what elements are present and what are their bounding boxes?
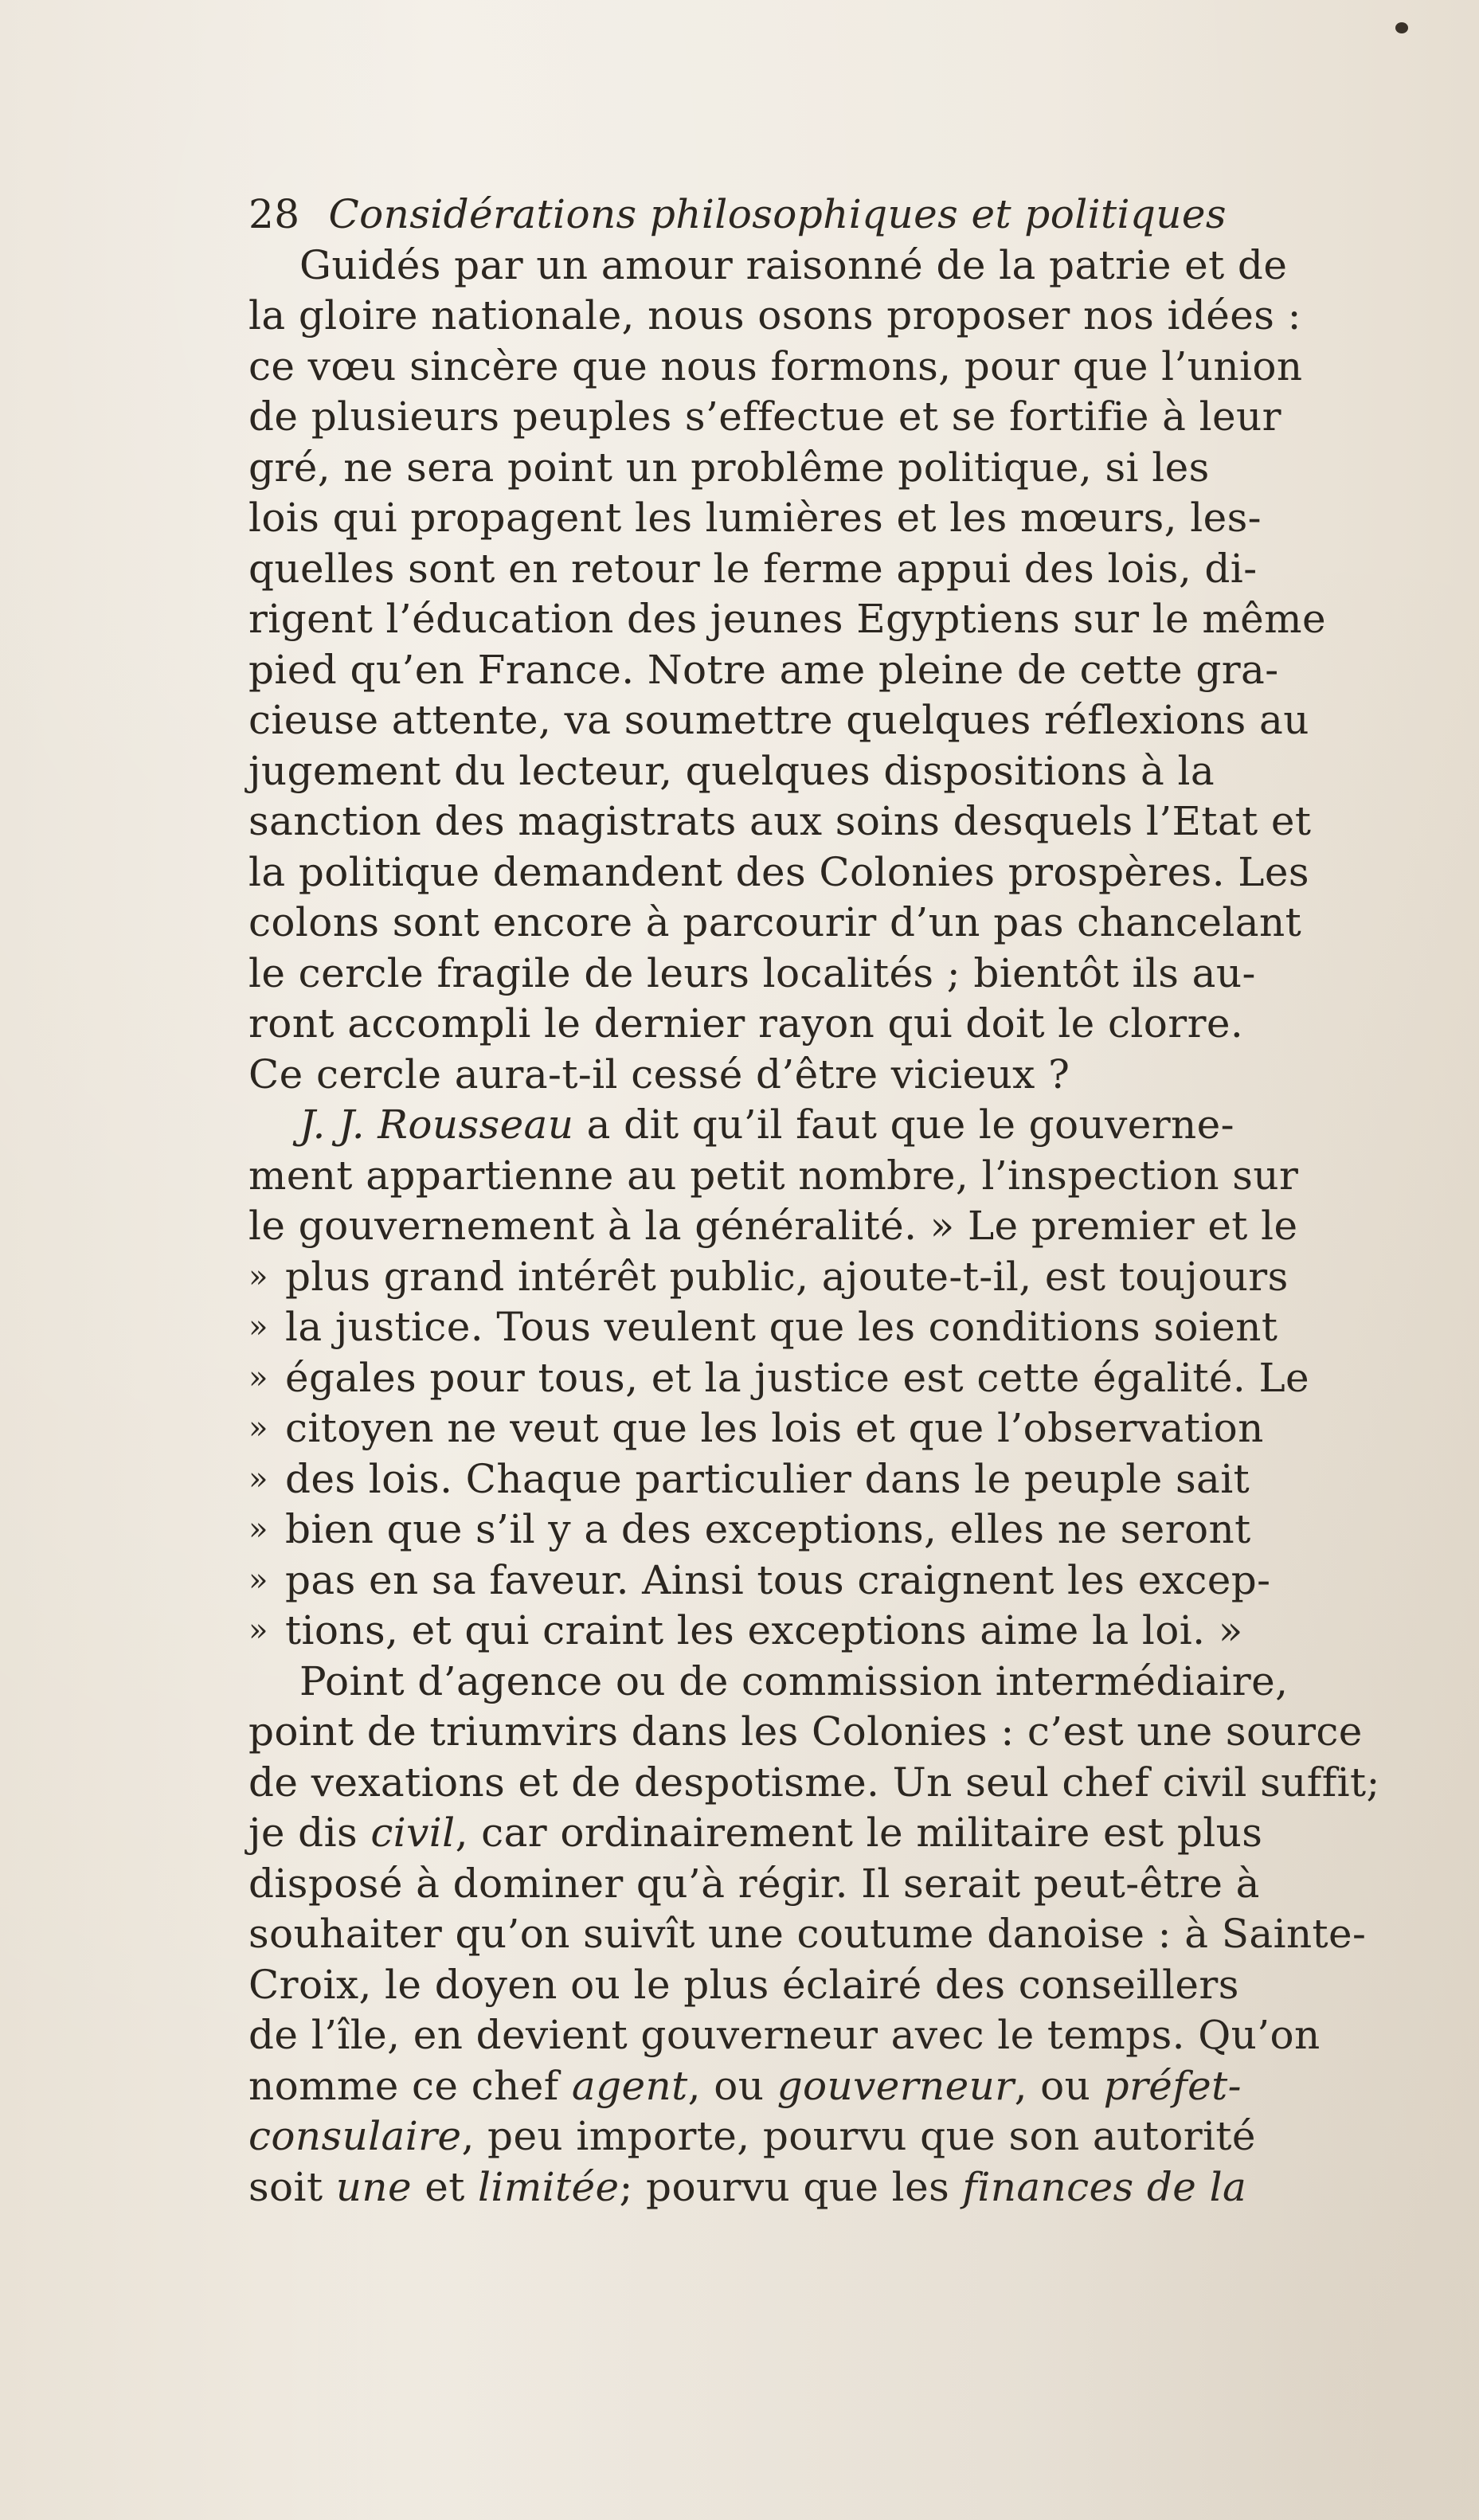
text-line: ment appartienne au petit nombre, l’inspection sur [248,1152,1299,1199]
text-line: ce vœu sincère que nous formons, pour que l’union [248,342,1303,389]
quote-mark: » [248,1309,268,1345]
paragraph-1 [248,241,1395,1101]
text-line: de plusieurs peuples s’effectue et se fortifie à leur [248,393,1281,440]
text-line: Ce cercle aura-t-il cessé d’être vicieux ? [248,1051,1070,1098]
quote-line: » pas en sa faveur. Ainsi tous craignent les excep- [248,1555,1395,1606]
text-line: colons sont encore à parcourir d’un pas chancelant [248,899,1302,945]
emphasis: agent [571,2062,688,2109]
text-line: pied qu’en France. Notre ame pleine de cette gra- [248,646,1279,693]
emphasis: gouverneur [777,2062,1015,2109]
text-line: le gouvernement à la généralité. » Le premier et le [248,1203,1298,1249]
text-line: soit une et limitée; pourvu que les finances de la [248,2163,1247,2210]
quote-line: » la justice. Tous veulent que les conditions soient [248,1302,1395,1353]
page-text [248,190,1395,2213]
quote-mark: » [248,1410,268,1446]
quote-line: » citoyen ne veut que les lois et que l’observation [248,1403,1395,1454]
text-line: souhaiter qu’on suivît une coutume danoise : à Sainte- [248,1911,1367,1957]
text-line: sanction des magistrats aux soins desquels l’Etat et [248,798,1312,844]
text-line: disposé à dominer qu’à régir. Il serait peut-être à [248,1860,1260,1907]
text-line: rigent l’éducation des jeunes Egyptiens sur le même [248,596,1326,642]
text-line: J. J. Rousseau a dit qu’il faut que le gouverne- [299,1102,1234,1148]
text-line: la politique demandent des Colonies prospères. Les [248,848,1309,895]
text-line: point de triumvirs dans les Colonies : c’est une source [248,1708,1363,1755]
quote-mark: » [248,1612,268,1649]
emphasis: finances de la [962,2163,1247,2210]
text-line: consulaire, peu importe, pourvu que son autorité [248,2113,1256,2159]
emphasis: une [335,2163,412,2210]
text-line: de vexations et de despotisme. Un seul chef civil suffit; [248,1759,1380,1806]
text-line: nomme ce chef agent, ou gouverneur, ou préfet- [248,2062,1242,2109]
quote-mark: » [248,1460,268,1497]
quote-mark: » [248,1359,268,1396]
text-line: lois qui propagent les lumières et les mœurs, les- [248,495,1262,541]
text-line: cieuse attente, va soumettre quelques réflexions au [248,697,1309,743]
ink-spot [1395,22,1408,33]
quote-mark: » [248,1511,268,1548]
quote-line: » bien que s’il y a des exceptions, elles ne seront [248,1505,1395,1555]
text-line: la gloire nationale, nous osons proposer nos idées : [248,292,1301,338]
quote-mark: » [248,1258,268,1295]
text-line: Croix, le doyen ou le plus éclairé des conseillers [248,1961,1239,2008]
quote-line: » des lois. Chaque particulier dans le peuple sait [248,1454,1395,1505]
text-line: Point d’agence ou de commission intermédiaire, [299,1657,1289,1704]
text-line: gré, ne sera point un problême politique, si les [248,444,1210,491]
quote-line: » plus grand intérêt public, ajoute-t-il, est toujours [248,1252,1395,1303]
text-line: quelles sont en retour le ferme appui des lois, di- [248,545,1258,592]
quote-line: » égales pour tous, et la justice est cette égalité. Le [248,1353,1395,1404]
running-header [248,190,1395,241]
quote-line: » tions, et qui craint les exceptions aime la loi. » [248,1606,1395,1657]
paragraph-2 [248,1100,1395,1657]
text-line: jugement du lecteur, quelques dispositions à la [248,747,1215,794]
text-line: ront accompli le dernier rayon qui doit le clorre. [248,1000,1244,1047]
text-line: je dis civil, car ordinairement le militaire est plus [248,1810,1263,1856]
emphasis: civil [370,1810,456,1856]
text-line: le cercle fragile de leurs localités ; bientôt ils au- [248,949,1256,996]
text-line: de l’île, en devient gouverneur avec le temps. Qu’on [248,2012,1321,2058]
paragraph-3 [248,1657,1395,2213]
text-line: Guidés par un amour raisonné de la patrie et de [299,241,1288,288]
author-name: J. J. Rousseau [299,1102,574,1148]
quote-mark: » [248,1561,268,1598]
emphasis: préfet- [1103,2062,1242,2109]
emphasis: consulaire [248,2113,462,2159]
running-title: Considérations philosophiques et politiques [328,191,1227,237]
emphasis: limitée [478,2163,620,2210]
page-number: 28 [248,191,300,237]
